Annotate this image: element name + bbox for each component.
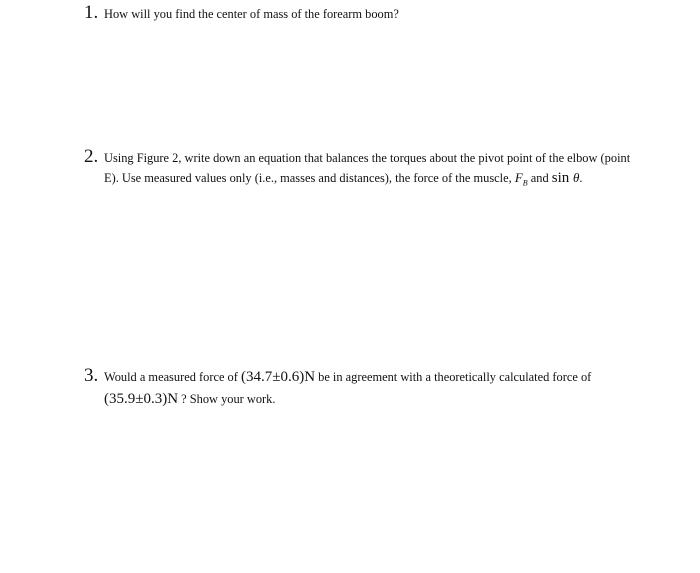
question-1 xyxy=(84,2,654,24)
question-3-text-line-2 xyxy=(84,387,654,411)
sin-function: sin xyxy=(551,170,574,186)
question-3-text-part-b: be in agreement with a theoretically calculated force of xyxy=(315,370,592,384)
question-2-number: 2. xyxy=(84,146,99,167)
question-2-text-part-b: and xyxy=(527,171,552,185)
question-2-text-part-a: E). Use measured values only (i.e., masses and distances), the force of the muscle, xyxy=(104,171,515,185)
question-3-number: 3. xyxy=(84,365,99,386)
question-3-text-line-1 xyxy=(104,368,591,387)
question-3-text-part-c: ? Show your work. xyxy=(178,392,276,406)
force-variable xyxy=(514,170,528,188)
force-symbol: F xyxy=(514,170,523,185)
question-2-text-line-2 xyxy=(84,168,654,193)
theoretical-force-value: (35.9±0.3)N xyxy=(104,391,179,407)
question-1-text: How will you find the center of mass of the forearm boom? xyxy=(104,7,399,21)
force-subscript: B xyxy=(522,178,528,188)
question-2-text-line-1: Using Figure 2, write down an equation that balances the torques about the pivot point of the elbow (point xyxy=(104,151,631,165)
measured-force-value: (34.7±0.6)N xyxy=(240,369,316,385)
theta-symbol: θ xyxy=(573,170,580,185)
question-2-period: . xyxy=(579,171,583,185)
question-3-text-part-a: Would a measured force of xyxy=(104,370,241,384)
question-2 xyxy=(84,146,654,193)
question-3 xyxy=(84,365,654,411)
question-1-number: 1. xyxy=(84,2,99,23)
